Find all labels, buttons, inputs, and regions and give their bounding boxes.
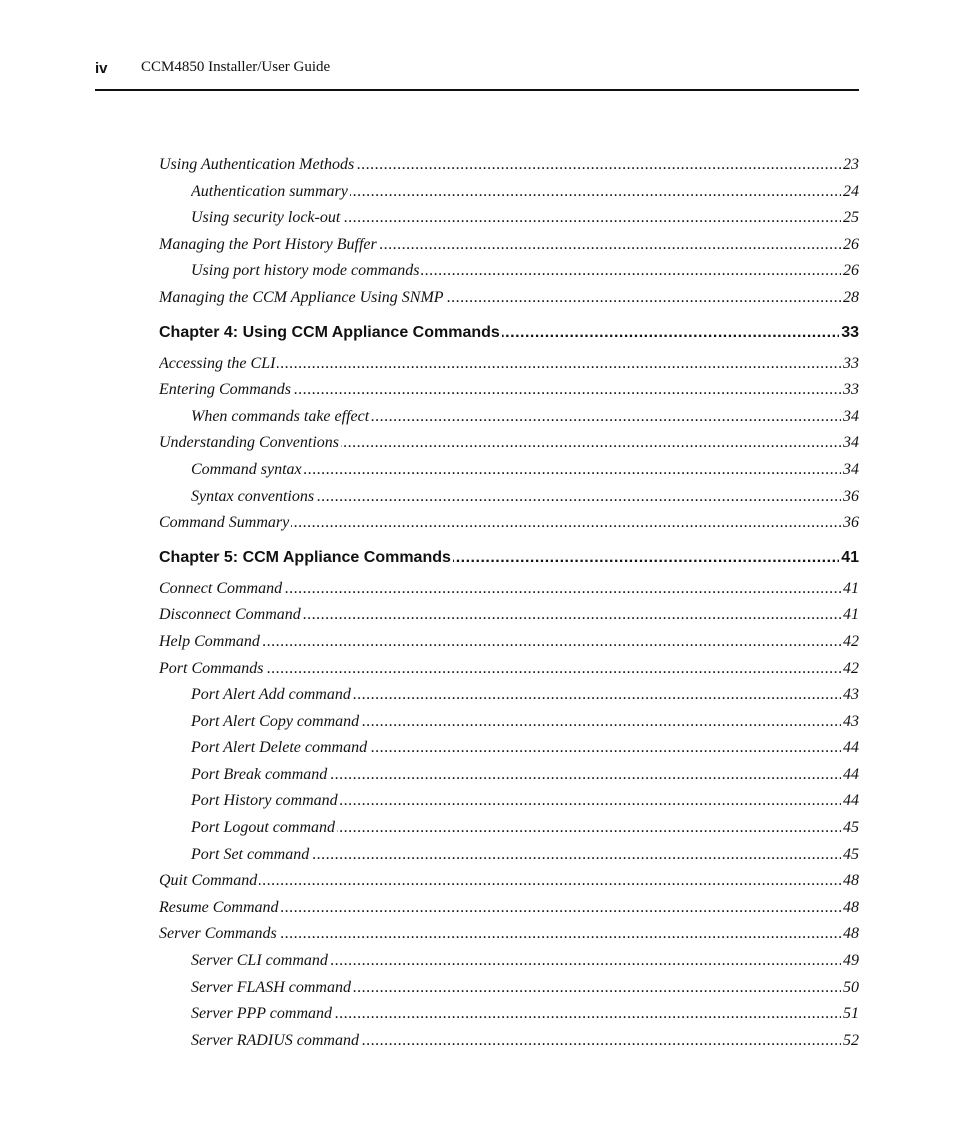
toc-entry-page: 48 [841,921,859,948]
toc-entry-title: Server Commands [159,921,279,948]
toc-entry-page: 41 [841,576,859,603]
toc-entry-page: 28 [841,285,859,312]
table-of-contents [159,152,859,1054]
toc-entry-title: Command Summary [159,510,291,537]
toc-entry-title: Quit Command [159,868,259,895]
toc-entry-page: 42 [841,629,859,656]
toc-entry-title: Connect Command [159,576,284,603]
toc-entry-page: 48 [841,895,859,922]
toc-entry-page: 41 [839,537,859,574]
toc-entry-page: 34 [841,430,859,457]
toc-entry-page: 25 [841,205,859,232]
toc-entry-page: 49 [841,948,859,975]
dot-leader [159,868,859,895]
toc-entry-title: Authentication summary [191,179,350,206]
toc-entry-title: Port Break command [191,762,329,789]
toc-entry-page: 43 [841,682,859,709]
toc-entry[interactable] [159,868,859,895]
toc-entry[interactable] [191,484,859,511]
toc-entry-title: Port Set command [191,842,311,869]
toc-entry-title: Server RADIUS command [191,1028,361,1055]
toc-entry-title: Entering Commands [159,377,293,404]
toc-entry[interactable] [191,975,859,1002]
toc-chapter-entry[interactable] [159,537,859,574]
toc-entry[interactable] [191,404,859,431]
toc-entry-page: 44 [841,735,859,762]
toc-entry[interactable] [159,629,859,656]
toc-entry[interactable] [191,682,859,709]
toc-entry-page: 45 [841,815,859,842]
toc-entry-page: 48 [841,868,859,895]
toc-entry-title: Understanding Conventions [159,430,341,457]
toc-entry-title: When commands take effect [191,404,371,431]
toc-entry-page: 43 [841,709,859,736]
toc-entry-title: Port Alert Add command [191,682,353,709]
toc-entry-page: 26 [841,232,859,259]
toc-entry-title: Server FLASH command [191,975,353,1002]
toc-entry[interactable] [191,788,859,815]
toc-entry[interactable] [159,351,859,378]
page-number: iv [95,60,108,77]
toc-entry-page: 44 [841,762,859,789]
toc-entry-page: 51 [841,1001,859,1028]
toc-entry-title: Command syntax [191,457,304,484]
toc-entry-page: 45 [841,842,859,869]
toc-entry-title: Chapter 4: Using CCM Appliance Commands [159,312,502,349]
toc-entry-title: Using port history mode commands [191,258,421,285]
toc-entry-page: 24 [841,179,859,206]
toc-entry[interactable] [191,179,859,206]
toc-entry[interactable] [159,430,859,457]
toc-entry-title: Port Alert Copy command [191,709,361,736]
toc-entry-page: 36 [841,484,859,511]
toc-entry-title: Accessing the CLI [159,351,277,378]
toc-entry-title: Resume Command [159,895,281,922]
toc-entry[interactable] [159,510,859,537]
toc-entry[interactable] [191,457,859,484]
toc-entry-title: Chapter 5: CCM Appliance Commands [159,537,453,574]
toc-entry-title: Server PPP command [191,1001,334,1028]
toc-entry[interactable] [191,258,859,285]
running-header [95,58,859,80]
toc-entry[interactable] [191,1028,859,1055]
toc-entry-title: Managing the Port History Buffer [159,232,379,259]
toc-entry-page: 50 [841,975,859,1002]
toc-entry-title: Port Alert Delete command [191,735,369,762]
toc-entry-title: Syntax conventions [191,484,316,511]
toc-entry-page: 36 [841,510,859,537]
toc-entry[interactable] [159,232,859,259]
toc-entry-page: 33 [841,377,859,404]
toc-entry-page: 26 [841,258,859,285]
toc-entry[interactable] [159,602,859,629]
toc-entry-title: Port Commands [159,656,265,683]
toc-entry-page: 41 [841,602,859,629]
toc-entry-page: 44 [841,788,859,815]
toc-entry[interactable] [159,576,859,603]
dot-leader [159,629,859,656]
toc-entry[interactable] [191,1001,859,1028]
toc-entry-page: 42 [841,656,859,683]
toc-entry[interactable] [159,152,859,179]
header-rule [95,89,859,91]
toc-entry-page: 33 [839,312,859,349]
toc-entry-title: Using security lock-out [191,205,342,232]
toc-entry-page: 34 [841,404,859,431]
toc-entry-page: 23 [841,152,859,179]
toc-entry-title: Port Logout command [191,815,337,842]
document-title: CCM4850 Installer/User Guide [141,59,331,75]
toc-entry-title: Managing the CCM Appliance Using SNMP [159,285,446,312]
toc-entry-title: Server CLI command [191,948,330,975]
toc-entry-page: 52 [841,1028,859,1055]
toc-entry-page: 33 [841,351,859,378]
toc-entry[interactable] [191,815,859,842]
toc-entry-title: Help Command [159,629,262,656]
toc-entry-title: Port History command [191,788,340,815]
toc-entry[interactable] [191,735,859,762]
toc-entry[interactable] [191,205,859,232]
toc-entry-title: Disconnect Command [159,602,303,629]
toc-entry[interactable] [159,921,859,948]
toc-entry[interactable] [159,285,859,312]
toc-chapter-entry[interactable] [159,312,859,349]
toc-entry[interactable] [191,709,859,736]
toc-entry-title: Using Authentication Methods [159,152,356,179]
toc-entry-page: 34 [841,457,859,484]
toc-entry[interactable] [191,842,859,869]
toc-entry[interactable] [159,656,859,683]
toc-entry[interactable] [191,948,859,975]
toc-entry[interactable] [159,895,859,922]
toc-entry[interactable] [191,762,859,789]
toc-entry[interactable] [159,377,859,404]
